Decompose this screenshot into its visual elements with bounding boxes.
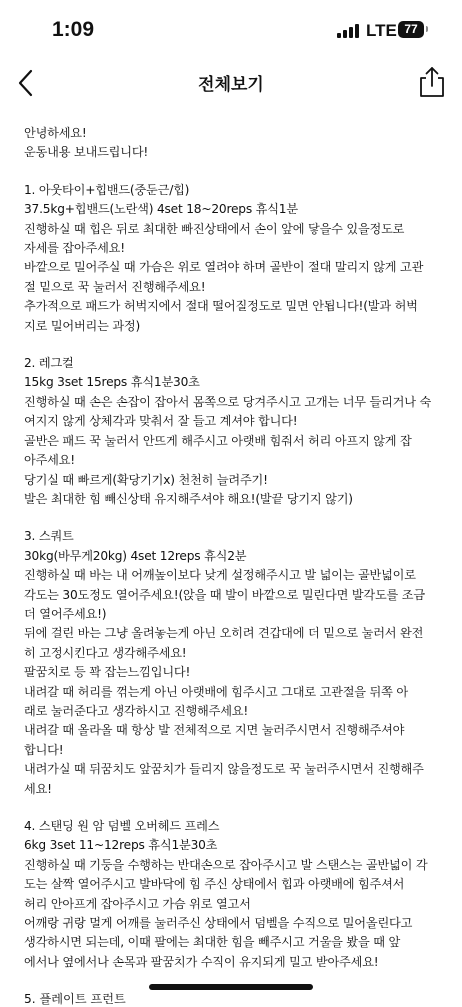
exercise-line: 내려갈 때 허리를 꺾는게 아닌 아랫배에 힘주시고 그대로 고관절을 뒤쪽 아 xyxy=(24,684,408,699)
exercise-title: 3. 스쿼트 xyxy=(24,529,74,544)
exercise-line: 추가적으로 패드가 허벅지에서 절대 떨어질정도로 밀면 안됩니다!(발과 허벅 xyxy=(24,299,418,314)
greeting-line: 운동내용 보내드립니다! xyxy=(24,145,149,160)
status-bar xyxy=(0,0,462,60)
exercise-line: 발은 최대한 힘 빼신상태 유지해주셔야 해요!(발끝 당기지 않기) xyxy=(24,491,353,506)
exercise-line: 당기실 때 빠르게(확당기기x) 천천히 늘려주기! xyxy=(24,472,268,487)
nav-bar xyxy=(0,60,462,106)
exercise-section-4 xyxy=(24,817,446,972)
exercise-line: 바깥으로 밀어주실 때 가슴은 위로 열려야 하며 골반이 절대 말리지 않게 고관 xyxy=(24,260,424,275)
exercise-line: 에서나 옆에서나 손목과 팔꿈치가 수직이 유지되게 밀고 받아주세요! xyxy=(24,954,379,969)
exercise-line: 지로 밀어버리는 과정) xyxy=(24,318,141,333)
cut-off-text: 5. 플레이트 프런트 xyxy=(24,992,126,1006)
greeting-block xyxy=(24,124,446,163)
share-button[interactable] xyxy=(416,64,448,100)
exercise-line: 팔꿈치로 등 꽉 잡는느낌입니다! xyxy=(24,665,191,680)
exercise-line: 진행하실 때 기둥을 수행하는 반대손으로 잡아주시고 발 스탠스는 골반넓이 각 xyxy=(24,857,428,872)
exercise-line: 아주세요! xyxy=(24,453,75,468)
exercise-line: 내려갈 때 올라올 때 항상 발 전체적으로 지면 눌러주시면서 진행해주셔야 xyxy=(24,723,405,738)
exercise-line: 세요! xyxy=(24,781,52,796)
exercise-line: 15kg 3set 15reps 휴식1분30초 xyxy=(24,375,200,390)
exercise-title: 2. 레그컬 xyxy=(24,356,74,371)
network-type: LTE xyxy=(366,21,397,40)
exercise-line: 더 열어주세요!) xyxy=(24,606,107,621)
exercise-line: 어깨랑 귀랑 멀게 어깨를 눌러주신 상태에서 덤벨을 수직으로 밀어올린다고 xyxy=(24,916,413,931)
cellular-signal-icon xyxy=(337,24,359,38)
exercise-title: 4. 스탠딩 원 암 덤벨 오버헤드 프레스 xyxy=(24,819,220,833)
exercise-line: 37.5kg+힙밴드(노란색) 4set 18~20reps 휴식1분 xyxy=(24,202,298,217)
exercise-line: 생각하시면 되는데, 이때 팔에는 최대한 힘을 빼주시고 거울을 봤을 때 앞 xyxy=(24,935,401,950)
exercise-line: 진행하실 때 손은 손잡이 잡아서 몸쪽으로 당겨주시고 고개는 너무 들리거나 숙 xyxy=(24,394,432,409)
status-time: 1:09 xyxy=(52,18,95,41)
exercise-line: 자세를 잡아주세요! xyxy=(24,241,125,256)
exercise-line: 절 밑으로 꾹 눌러서 진행해주세요! xyxy=(24,279,206,294)
exercise-line: 내려가실 때 뒤꿈치도 앞꿈치가 들리지 않을정도로 꾹 눌러주시면서 진행해주 xyxy=(24,762,424,777)
exercise-line: 6kg 3set 11~12reps 휴식1분30초 xyxy=(24,838,218,853)
exercise-line: 뒤에 걸린 바는 그냥 올려놓는게 아닌 오히려 견갑대에 더 밑으로 눌러서 완전 xyxy=(24,626,424,641)
exercise-title: 1. 아웃타이+힙밴드(중둔근/힙) xyxy=(24,182,190,197)
exercise-section-1 xyxy=(24,181,446,336)
exercise-line: 도는 살짝 열어주시고 발바닥에 힘 주신 상태에서 힙과 아랫배에 힘주셔서 xyxy=(24,877,405,892)
exercise-section-3 xyxy=(24,527,446,799)
exercise-line: 골반은 패드 꾹 눌러서 안뜨게 해주시고 아랫배 힘줘서 허리 아프지 않게 잡 xyxy=(24,433,412,448)
share-icon xyxy=(416,64,448,100)
exercise-line: 히 고정시킨다고 생각해주세요! xyxy=(24,645,187,660)
exercise-line: 각도는 30도정도 열어주세요!(앉을 때 발이 바깥으로 밀린다면 발각도를 조금 xyxy=(24,587,425,602)
greeting-line: 안녕하세요! xyxy=(24,126,87,140)
exercise-line: 허리 안아프게 잡아주시고 가슴 위로 열고서 xyxy=(24,896,251,911)
exercise-line: 30kg(바무게20kg) 4set 12reps 휴식2분 xyxy=(24,548,247,563)
exercise-line: 진행하실 때 힙은 뒤로 최대한 빠진상태에서 손이 앞에 닿을수 있을정도로 xyxy=(24,221,405,236)
page-title: 전체보기 xyxy=(198,75,264,95)
home-indicator[interactable] xyxy=(149,984,313,990)
exercise-line: 여지지 않게 상체각과 맞춰서 잘 들고 계셔야 합니다! xyxy=(24,414,298,429)
exercise-line: 합니다! xyxy=(24,742,64,757)
battery-tip xyxy=(426,26,428,32)
message-content xyxy=(24,124,446,972)
exercise-line: 진행하실 때 바는 내 어깨높이보다 낮게 설정해주시고 발 넓이는 골반넓이로 xyxy=(24,568,416,583)
battery-icon: 77 xyxy=(398,21,424,38)
exercise-line: 래로 눌러준다고 생각하시고 진행해주세요! xyxy=(24,703,249,718)
exercise-section-2 xyxy=(24,354,446,509)
